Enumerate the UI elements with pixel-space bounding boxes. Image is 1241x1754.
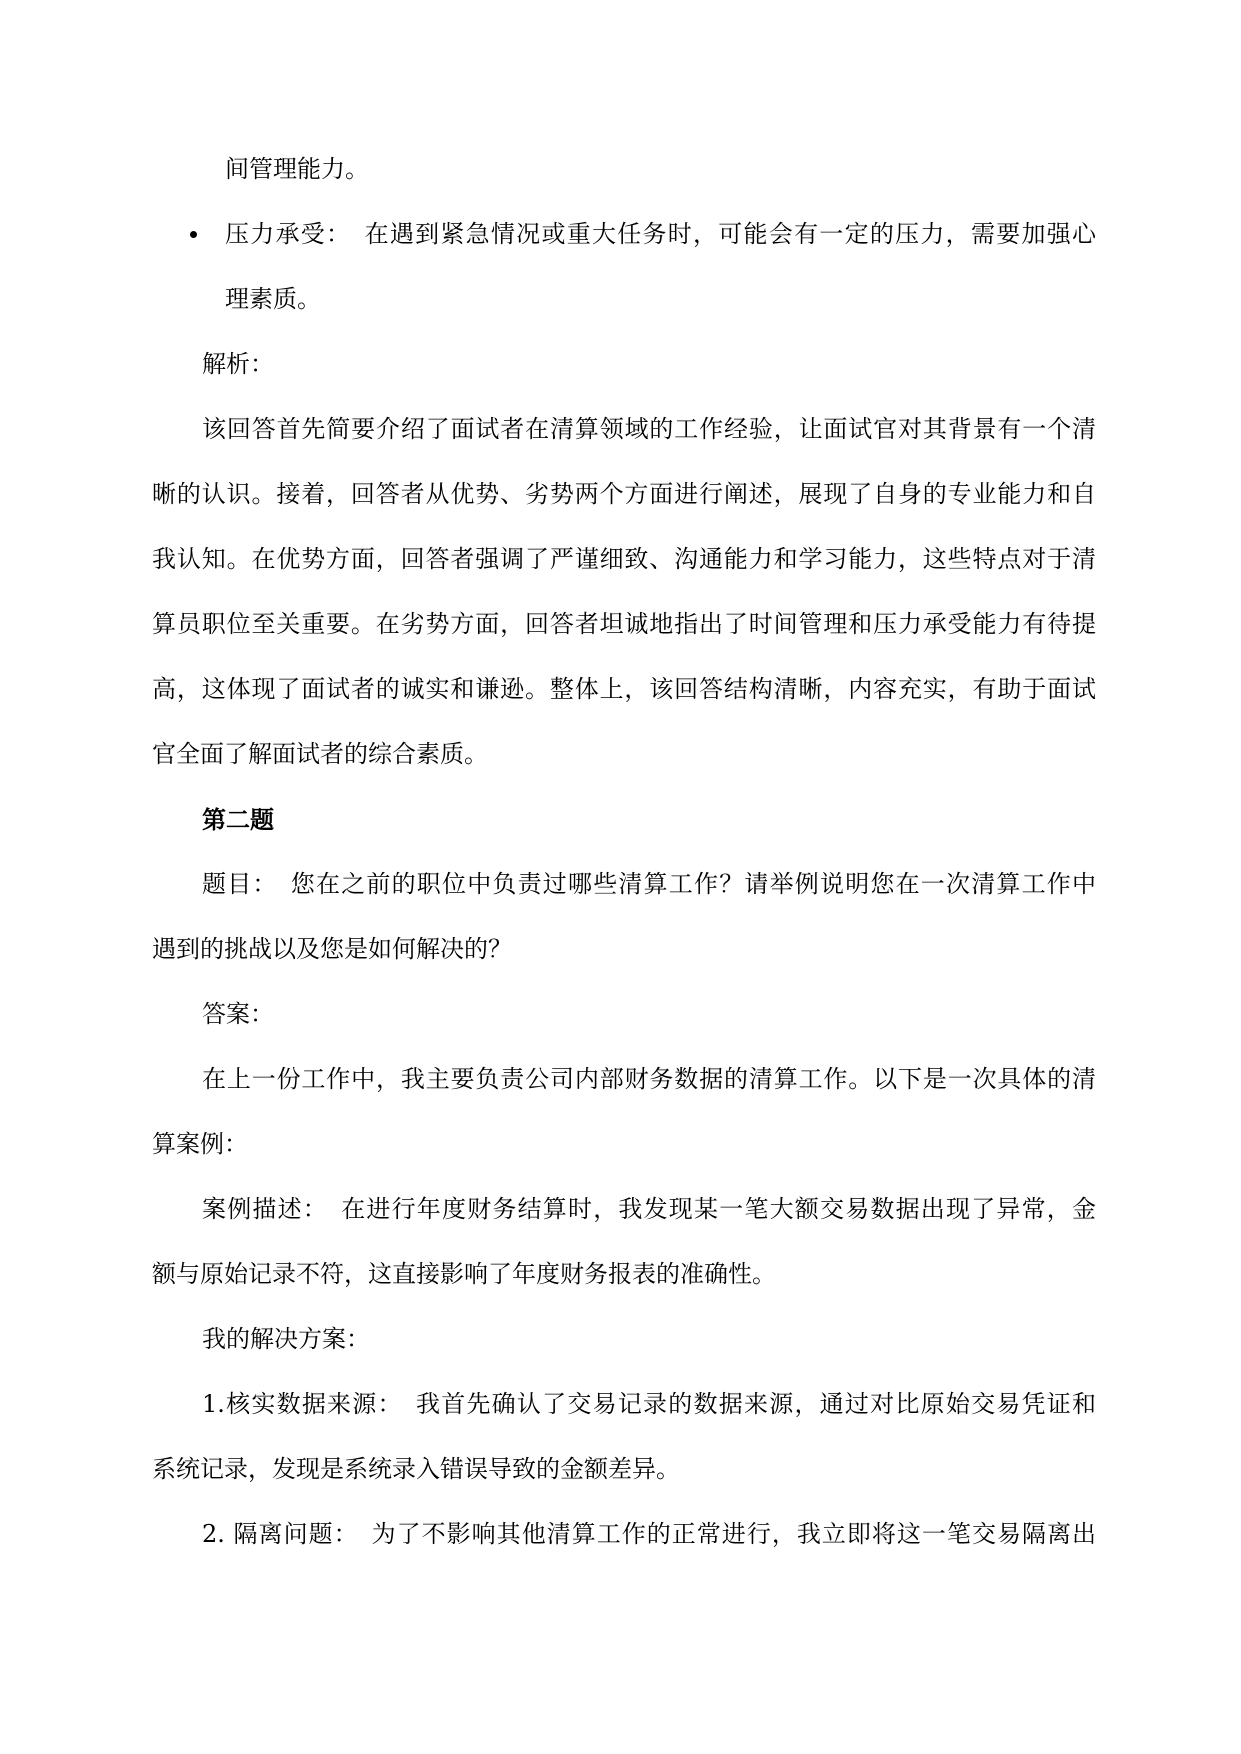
- analysis-paragraph: [152, 397, 1096, 787]
- answer-label: 答案：: [202, 1000, 274, 1028]
- bullet-list: [152, 137, 1096, 332]
- text-line: 算案例：: [152, 1130, 248, 1158]
- text-line: 案例描述： 在进行年度财务结算时，我发现某一笔大额交易数据出现了异常，金: [202, 1195, 1096, 1223]
- text-line: 1.核实数据来源： 我首先确认了交易记录的数据来源，通过对比原始交易凭证和: [202, 1390, 1096, 1418]
- text-line: 额与原始记录不符，这直接影响了年度财务报表的准确性。: [152, 1260, 776, 1288]
- analysis-label: 解析：: [202, 350, 274, 378]
- text-line: 高，这体现了面试者的诚实和谦逊。整体上，该回答结构清晰，内容充实，有助于面试: [152, 675, 1096, 703]
- text-line: [152, 202, 1096, 267]
- text-line: 我认知。在优势方面，回答者强调了严谨细致、沟通能力和学习能力，这些特点对于清: [152, 545, 1096, 573]
- intro-paragraph: [152, 1047, 1096, 1177]
- text-line: 该回答首先简要介绍了面试者在清算领域的工作经验，让面试官对其背景有一个清: [202, 415, 1096, 443]
- text-line: 系统记录，发现是系统录入错误导致的金额差异。: [152, 1455, 680, 1483]
- text-line: 理素质。: [225, 285, 321, 313]
- text-line: 2. 隔离问题： 为了不影响其他清算工作的正常进行，我立即将这一笔交易隔离出: [202, 1520, 1096, 1548]
- solution-step-2: [152, 1502, 1096, 1567]
- bullet-marker-icon: [190, 231, 197, 238]
- text-line: 官全面了解面试者的综合素质。: [152, 740, 488, 768]
- text-line: 在上一份工作中，我主要负责公司内部财务数据的清算工作。以下是一次具体的清: [202, 1065, 1096, 1093]
- text-line: 晰的认识。接着，回答者从优势、劣势两个方面进行阐述，展现了自身的专业能力和自: [152, 480, 1096, 508]
- bullet-item-pressure: [152, 202, 1096, 332]
- solution-label: 我的解决方案：: [202, 1325, 370, 1353]
- text-line: 题目： 您在之前的职位中负责过哪些清算工作？请举例说明您在一次清算工作中: [202, 870, 1096, 898]
- solution-step-1: [152, 1372, 1096, 1502]
- document-page: [152, 137, 1096, 1567]
- section-heading: 第二题: [202, 805, 274, 834]
- text-line: 算员职位至关重要。在劣势方面，回答者坦诚地指出了时间管理和压力承受能力有待提: [152, 610, 1096, 638]
- question-paragraph: [152, 852, 1096, 982]
- bullet-item-continuation: 间管理能力。: [225, 155, 369, 183]
- case-paragraph: [152, 1177, 1096, 1307]
- text-line: 遇到的挑战以及您是如何解决的？: [152, 935, 512, 963]
- bullet-item-text: 压力承受： 在遇到紧急情况或重大任务时，可能会有一定的压力，需要加强心: [225, 220, 1096, 248]
